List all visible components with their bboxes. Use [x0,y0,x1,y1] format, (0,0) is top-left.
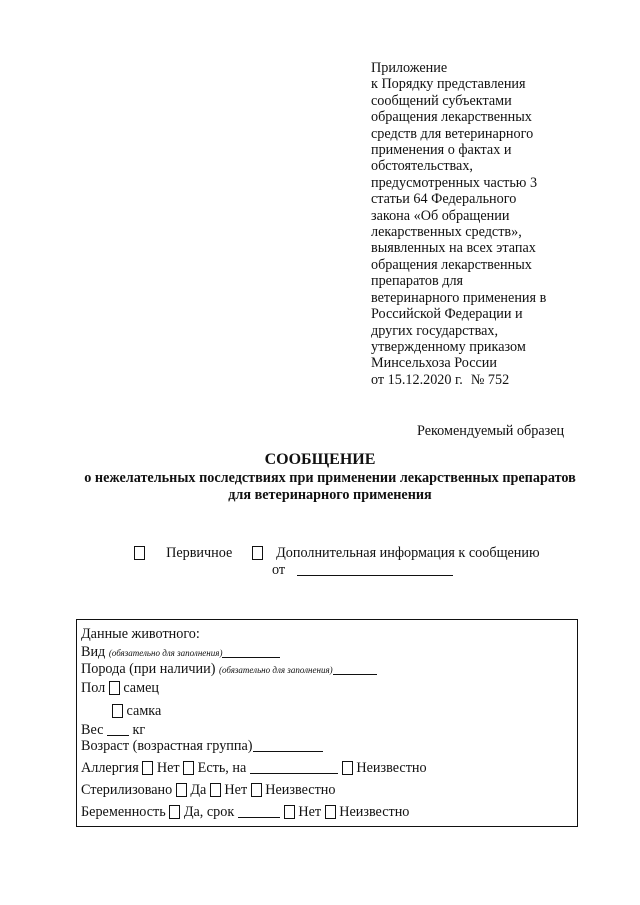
allergy-unknown-label: Неизвестно [356,760,427,776]
age-field[interactable] [253,738,323,752]
appendix-line: Приложение [371,60,448,76]
primary-option [134,545,232,562]
breed-field[interactable] [333,661,377,675]
additional-info-option [252,545,540,562]
allergy-yes-checkbox[interactable] [183,761,194,775]
sterilized-no-checkbox[interactable] [210,783,221,797]
species-required-hint: (обязательно для заполнения) [108,648,223,658]
species-field[interactable] [222,644,280,658]
document-subtitle: о нежелательных последствиях при применении лекарственных препаратов для ветеринарного применения [84,470,576,503]
primary-label: Первичное [166,545,233,561]
sterilized-no-label: Нет [224,782,248,798]
appendix-line: сообщений субъектами [371,92,512,109]
additional-info-from [272,562,453,579]
species-label: Вид [81,644,106,660]
appendix-line: обстоятельствах, [371,158,473,175]
appendix-date-line [371,372,611,388]
pregnancy-unknown-checkbox[interactable] [325,805,336,819]
allergy-label: Аллергия [81,760,139,776]
weight-field[interactable] [107,722,129,736]
pregnancy-label: Беременность [81,804,166,820]
appendix-block [371,60,611,388]
pregnancy-unknown-label: Неизвестно [339,804,410,820]
document-title: СООБЩЕНИЕ [264,451,376,468]
sex-label: Пол [81,680,106,696]
sterilized-label: Стерилизовано [81,782,173,798]
animal-data-header: Данные животного: [81,626,200,642]
allergy-row [81,760,427,777]
appendix-line: ветеринарного применения в [371,289,547,306]
sterilized-yes-checkbox[interactable] [176,783,187,797]
pregnancy-term-field[interactable] [238,804,280,818]
sex-row [81,680,159,697]
weight-label: Вес [81,722,104,738]
appendix-line: обращения лекарственных [371,256,532,273]
breed-row [81,661,377,678]
appendix-line: к Порядку представления [371,76,526,93]
appendix-line: Минсельхоза России [371,355,497,372]
male-label: самец [123,680,159,696]
sterilized-unknown-checkbox[interactable] [251,783,262,797]
pregnancy-yes-label: Да, срок [183,804,235,820]
additional-info-checkbox[interactable] [252,546,263,560]
sterilized-yes-label: Да [190,782,207,798]
appendix-line: предусмотренных частью 3 [371,174,538,191]
female-label: самка [126,703,162,719]
appendix-line: статьи 64 Федерального [371,191,517,208]
appendix-line: препаратов для [371,273,464,290]
pregnancy-no-checkbox[interactable] [284,805,295,819]
appendix-line: средств для ветеринарного [371,125,534,142]
species-row [81,644,280,661]
pregnancy-no-label: Нет [298,804,322,820]
from-label: от [272,562,286,578]
pregnancy-row [81,804,409,821]
sterilized-unknown-label: Неизвестно [265,782,336,798]
appendix-line: Российской Федерации и [371,306,523,323]
order-number: № 752 [470,371,510,388]
appendix-line: выявленных на всех этапах [371,240,536,257]
allergy-no-label: Нет [156,760,180,776]
appendix-line: применения о фактах и [371,142,512,159]
male-checkbox[interactable] [109,681,120,695]
allergy-no-checkbox[interactable] [142,761,153,775]
age-label: Возраст (возрастная группа) [81,738,253,754]
allergy-details-field[interactable] [250,760,338,774]
from-date-field[interactable] [297,562,453,576]
appendix-line: лекарственных средств», [371,224,522,241]
pregnancy-yes-checkbox[interactable] [169,805,180,819]
recommended-sample-label: Рекомендуемый образец [417,423,565,439]
appendix-line: обращения лекарственных [371,109,532,126]
weight-unit: кг [132,722,146,738]
weight-row [81,722,145,739]
appendix-line: других государствах, [371,322,499,339]
primary-checkbox[interactable] [134,546,145,560]
appendix-line: утвержденному приказом [371,338,526,355]
allergy-unknown-checkbox[interactable] [342,761,353,775]
allergy-yes-label: Есть, на [197,760,247,776]
order-date: от 15.12.2020 г. [371,371,463,388]
female-checkbox[interactable] [112,704,123,718]
appendix-line: закона «Об обращении [371,207,510,224]
age-row [81,738,323,755]
additional-info-label: Дополнительная информация к сообщению [276,545,540,561]
breed-required-hint: (обязательно для заполнения) [219,665,333,675]
female-row [112,703,161,720]
breed-label: Порода (при наличии) [81,661,216,677]
sterilized-row [81,782,335,799]
